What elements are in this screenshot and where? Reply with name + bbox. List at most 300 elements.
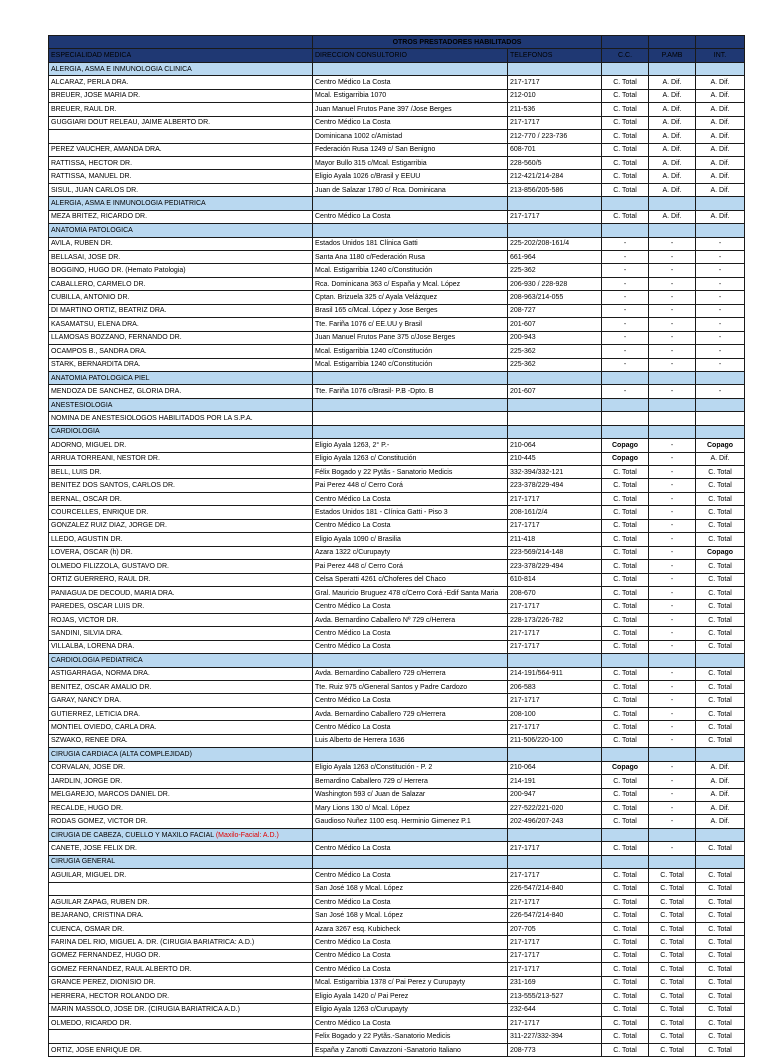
- cc-coverage-cell: C. Total: [602, 613, 649, 626]
- section-empty-cell: [649, 197, 696, 210]
- table-row: [49, 170, 745, 183]
- section-empty-cell: [649, 654, 696, 667]
- address-cell: Avda. Bernardino Caballero 729 c/Herrera: [313, 707, 508, 720]
- section-empty-cell: [649, 371, 696, 384]
- table-row: [49, 479, 745, 492]
- section-label-cell: [49, 748, 313, 761]
- section-empty-cell: [508, 425, 602, 438]
- phone-cell: 206-930 / 228-928: [508, 277, 602, 290]
- table-row: [49, 439, 745, 452]
- phone-cell: 201-607: [508, 385, 602, 398]
- table-row: [49, 466, 745, 479]
- int-coverage-cell: C. Total: [696, 667, 745, 680]
- address-cell: Gaudioso Nuñez 1100 esq. Herminio Gimenez P.1: [313, 815, 508, 828]
- header-phones: TELEFONOS: [508, 49, 602, 62]
- int-coverage-cell: C. Total: [696, 721, 745, 734]
- section-empty-cell: [696, 371, 745, 384]
- int-coverage-cell: C. Total: [696, 909, 745, 922]
- pamb-coverage-cell: -: [649, 586, 696, 599]
- phone-cell: [508, 412, 602, 425]
- provider-name-cell: PANIAGUA DE DECOUD, MARIA DRA.: [49, 586, 313, 599]
- provider-name-cell: LLEDO, AGUSTIN DR.: [49, 533, 313, 546]
- address-cell: Avda. Bernardino Caballero 729 c/Herrera: [313, 667, 508, 680]
- section-label-cell: [49, 224, 313, 237]
- cc-coverage-cell: -: [602, 237, 649, 250]
- section-empty-cell: [696, 828, 745, 841]
- table-row: [49, 237, 745, 250]
- provider-name-cell: AVILA, RUBEN DR.: [49, 237, 313, 250]
- address-cell: Mcal. Estigarribia 1240 c/Constitución: [313, 358, 508, 371]
- address-cell: Estados Unidos 181 - Clínica Gatti - Piso 3: [313, 506, 508, 519]
- section-empty-cell: [508, 62, 602, 75]
- section-empty-cell: [313, 197, 508, 210]
- int-coverage-cell: C. Total: [696, 990, 745, 1003]
- cc-coverage-cell: C. Total: [602, 1003, 649, 1016]
- cc-coverage-cell: C. Total: [602, 210, 649, 223]
- cc-coverage-cell: C. Total: [602, 183, 649, 196]
- cc-coverage-cell: C. Total: [602, 681, 649, 694]
- address-cell: Eligio Ayala 1420 c/ Pai Perez: [313, 990, 508, 1003]
- address-cell: Eligio Ayala 1090 c/ Brasilia: [313, 533, 508, 546]
- pamb-coverage-cell: -: [649, 775, 696, 788]
- section-label: ALERGIA, ASMA E INMUNOLOGIA PEDIATRICA: [51, 199, 206, 207]
- pamb-coverage-cell: -: [649, 842, 696, 855]
- pamb-coverage-cell: C. Total: [649, 896, 696, 909]
- pamb-coverage-cell: -: [649, 613, 696, 626]
- phone-cell: 217-1717: [508, 869, 602, 882]
- phone-cell: 213-555/213-527: [508, 990, 602, 1003]
- phone-cell: 212-421/214-284: [508, 170, 602, 183]
- address-cell: Centro Médico La Costa: [313, 519, 508, 532]
- provider-name-cell: RATTISSA, HECTOR DR.: [49, 156, 313, 169]
- cc-coverage-cell: C. Total: [602, 936, 649, 949]
- table-row: [49, 667, 745, 680]
- int-coverage-cell: C. Total: [696, 707, 745, 720]
- section-empty-cell: [313, 748, 508, 761]
- section-empty-cell: [696, 654, 745, 667]
- section-empty-cell: [696, 748, 745, 761]
- cc-coverage-cell: C. Total: [602, 76, 649, 89]
- address-cell: Mary Lions 130 c/ Mcal. López: [313, 801, 508, 814]
- section-empty-cell: [313, 654, 508, 667]
- table-title-pad-1: [602, 36, 649, 49]
- section-label-cell: [49, 398, 313, 411]
- header-specialty: ESPECIALIDAD MEDICA: [49, 49, 313, 62]
- address-cell: Centro Médico La Costa: [313, 116, 508, 129]
- phone-cell: 608-701: [508, 143, 602, 156]
- cc-coverage-cell: -: [602, 385, 649, 398]
- section-label: ANATOMIA PATOLOGICA: [51, 226, 133, 234]
- table-row: [49, 183, 745, 196]
- provider-name-cell: OLMEDO, RICARDO DR.: [49, 1016, 313, 1029]
- phone-cell: 332-394/332-121: [508, 466, 602, 479]
- table-row: [49, 734, 745, 747]
- provider-name-cell: CANETE, JOSE FELIX DR.: [49, 842, 313, 855]
- provider-name-cell: BERNAL, OSCAR DR.: [49, 492, 313, 505]
- phone-cell: 225-362: [508, 358, 602, 371]
- phone-cell: 610-814: [508, 573, 602, 586]
- address-cell: Eligio Ayala 1263, 2° P.-: [313, 439, 508, 452]
- pamb-coverage-cell: -: [649, 573, 696, 586]
- provider-name-cell: OCAMPOS B., SANDRA DRA.: [49, 345, 313, 358]
- provider-name-cell: BOGGINO, HUGO DR. (Hemato Patologia): [49, 264, 313, 277]
- pamb-coverage-cell: A. Dif.: [649, 183, 696, 196]
- table-row: [49, 89, 745, 102]
- int-coverage-cell: A. Dif.: [696, 116, 745, 129]
- address-cell: Estados Unidos 181 Clínica Gatti: [313, 237, 508, 250]
- int-coverage-cell: C. Total: [696, 519, 745, 532]
- table-row: [49, 452, 745, 465]
- provider-name-cell: CABALLERO, CARMELO DR.: [49, 277, 313, 290]
- cc-coverage-cell: C. Total: [602, 990, 649, 1003]
- section-empty-cell: [508, 197, 602, 210]
- table-row: [49, 156, 745, 169]
- cc-coverage-cell: C. Total: [602, 130, 649, 143]
- section-row: [49, 197, 745, 210]
- phone-cell: 231-169: [508, 976, 602, 989]
- pamb-coverage-cell: A. Dif.: [649, 143, 696, 156]
- cc-coverage-cell: -: [602, 264, 649, 277]
- int-coverage-cell: C. Total: [696, 1016, 745, 1029]
- address-cell: Centro Médico La Costa: [313, 896, 508, 909]
- address-cell: Azara 3267 esq. Kubicheck: [313, 922, 508, 935]
- provider-name-cell: MONTIEL OVIEDO, CARLA DRA.: [49, 721, 313, 734]
- pamb-coverage-cell: -: [649, 304, 696, 317]
- address-cell: Mcal. Estigarribia 1070: [313, 89, 508, 102]
- pamb-coverage-cell: A. Dif.: [649, 210, 696, 223]
- table-row: [49, 681, 745, 694]
- int-coverage-cell: C. Total: [696, 613, 745, 626]
- pamb-coverage-cell: C. Total: [649, 909, 696, 922]
- section-label: CIRUGIA CARDIACA (ALTA COMPLEJIDAD): [51, 750, 192, 758]
- table-row: [49, 573, 745, 586]
- pamb-coverage-cell: -: [649, 627, 696, 640]
- pamb-coverage-cell: C. Total: [649, 936, 696, 949]
- phone-cell: 217-1717: [508, 210, 602, 223]
- cc-coverage-cell: C. Total: [602, 116, 649, 129]
- provider-name-cell: VILLALBA, LORENA DRA.: [49, 640, 313, 653]
- int-coverage-cell: -: [696, 291, 745, 304]
- phone-cell: 211-536: [508, 103, 602, 116]
- phone-cell: 223-378/229-494: [508, 479, 602, 492]
- pamb-coverage-cell: -: [649, 492, 696, 505]
- phone-cell: 226-547/214-840: [508, 882, 602, 895]
- int-coverage-cell: -: [696, 358, 745, 371]
- int-coverage-cell: A. Dif.: [696, 801, 745, 814]
- provider-name-cell: MARIN MASSOLO, JOSE DR. (CIRUGIA BARIATRICA A.D.): [49, 1003, 313, 1016]
- address-cell: San José 168 y Mcal. López: [313, 882, 508, 895]
- provider-name-cell: HERRERA, HECTOR ROLANDO DR.: [49, 990, 313, 1003]
- address-cell: Dominicana 1002 c/Amistad: [313, 130, 508, 143]
- table-row: [49, 761, 745, 774]
- address-cell: Pai Perez 448 c/ Cerro Corá: [313, 560, 508, 573]
- cc-coverage-cell: C. Total: [602, 963, 649, 976]
- section-empty-cell: [602, 371, 649, 384]
- table-row: [49, 775, 745, 788]
- section-row: [49, 828, 745, 841]
- table-row: [49, 533, 745, 546]
- cc-coverage-cell: C. Total: [602, 842, 649, 855]
- cc-coverage-cell: C. Total: [602, 506, 649, 519]
- provider-name-cell: KASAMATSU, ELENA DRA.: [49, 318, 313, 331]
- cc-coverage-cell: -: [602, 251, 649, 264]
- table-row: [49, 130, 745, 143]
- section-empty-cell: [696, 398, 745, 411]
- pamb-coverage-cell: -: [649, 640, 696, 653]
- table-row: [49, 963, 745, 976]
- provider-name-cell: CORVALAN, JOSE DR.: [49, 761, 313, 774]
- phone-cell: 217-1717: [508, 600, 602, 613]
- address-cell: Mcal. Estigarribia 1240 c/Constitución: [313, 345, 508, 358]
- int-coverage-cell: A. Dif.: [696, 170, 745, 183]
- phone-cell: 212-770 / 223-736: [508, 130, 602, 143]
- phone-cell: 208-773: [508, 1043, 602, 1056]
- section-empty-cell: [696, 62, 745, 75]
- phone-cell: 208-670: [508, 586, 602, 599]
- address-cell: Juan Manuel Frutos Pane 397 /Jose Berges: [313, 103, 508, 116]
- pamb-coverage-cell: -: [649, 694, 696, 707]
- pamb-coverage-cell: A. Dif.: [649, 103, 696, 116]
- pamb-coverage-cell: [649, 412, 696, 425]
- table-row: [49, 116, 745, 129]
- cc-coverage-cell: C. Total: [602, 788, 649, 801]
- cc-coverage-cell: C. Total: [602, 560, 649, 573]
- table-row: [49, 949, 745, 962]
- phone-cell: 208-963/214-055: [508, 291, 602, 304]
- section-empty-cell: [508, 224, 602, 237]
- int-coverage-cell: -: [696, 345, 745, 358]
- phone-cell: 217-1717: [508, 721, 602, 734]
- provider-name-cell: ADORNO, MIGUEL DR.: [49, 439, 313, 452]
- section-empty-cell: [313, 224, 508, 237]
- int-coverage-cell: -: [696, 331, 745, 344]
- cc-coverage-cell: C. Total: [602, 815, 649, 828]
- section-empty-cell: [602, 748, 649, 761]
- section-empty-cell: [602, 62, 649, 75]
- table-row: [49, 922, 745, 935]
- address-cell: Centro Médico La Costa: [313, 627, 508, 640]
- phone-cell: 661-964: [508, 251, 602, 264]
- table-row: [49, 358, 745, 371]
- int-coverage-cell: C. Total: [696, 976, 745, 989]
- section-row: [49, 748, 745, 761]
- table-row: [49, 385, 745, 398]
- phone-cell: 228-173/226-782: [508, 613, 602, 626]
- address-cell: Centro Médico La Costa: [313, 949, 508, 962]
- address-cell: Rca. Dominicana 363 c/ España y Mcal. López: [313, 277, 508, 290]
- section-label: CIRUGIA GENERAL: [51, 858, 116, 866]
- provider-name-cell: BENITEZ DOS SANTOS, CARLOS DR.: [49, 479, 313, 492]
- phone-cell: 217-1717: [508, 640, 602, 653]
- int-coverage-cell: -: [696, 318, 745, 331]
- cc-coverage-cell: C. Total: [602, 882, 649, 895]
- table-row: [49, 801, 745, 814]
- section-empty-cell: [602, 425, 649, 438]
- table-row: [49, 506, 745, 519]
- phone-cell: 217-1717: [508, 896, 602, 909]
- int-coverage-cell: [696, 412, 745, 425]
- int-coverage-cell: A. Dif.: [696, 89, 745, 102]
- provider-name-cell: SANDINI, SILVIA DRA.: [49, 627, 313, 640]
- address-cell: Mayor Bullo 315 c/Mcal. Estigarribia: [313, 156, 508, 169]
- providers-table: [48, 35, 745, 1057]
- address-cell: Santa Ana 1180 c/Federación Rusa: [313, 251, 508, 264]
- table-row: [49, 331, 745, 344]
- table-row: [49, 1003, 745, 1016]
- provider-name-cell: ALCARAZ, PERLA DRA.: [49, 76, 313, 89]
- int-coverage-cell: A. Dif.: [696, 156, 745, 169]
- int-coverage-cell: A. Dif.: [696, 815, 745, 828]
- address-cell: Washington 593 c/ Juan de Salazar: [313, 788, 508, 801]
- cc-coverage-cell: C. Total: [602, 492, 649, 505]
- header-int: INT.: [696, 49, 745, 62]
- table-row: [49, 694, 745, 707]
- provider-name-cell: STARK, BERNARDITA DRA.: [49, 358, 313, 371]
- cc-coverage-cell: C. Total: [602, 103, 649, 116]
- int-coverage-cell: C. Total: [696, 936, 745, 949]
- phone-cell: 217-1717: [508, 949, 602, 962]
- cc-coverage-cell: C. Total: [602, 143, 649, 156]
- provider-name-cell: CUBILLA, ANTONIO DR.: [49, 291, 313, 304]
- pamb-coverage-cell: -: [649, 734, 696, 747]
- table-row: [49, 304, 745, 317]
- int-coverage-cell: C. Total: [696, 1003, 745, 1016]
- phone-cell: 225-202/208-161/4: [508, 237, 602, 250]
- section-empty-cell: [696, 855, 745, 868]
- pamb-coverage-cell: A. Dif.: [649, 89, 696, 102]
- cc-coverage-cell: C. Total: [602, 775, 649, 788]
- section-empty-cell: [508, 398, 602, 411]
- int-coverage-cell: -: [696, 385, 745, 398]
- int-coverage-cell: C. Total: [696, 681, 745, 694]
- table-row: [49, 882, 745, 895]
- cc-coverage-cell: C. Total: [602, 1030, 649, 1043]
- address-cell: Luis Alberto de Herrera 1636: [313, 734, 508, 747]
- provider-name-cell: RODAS GOMEZ, VICTOR DR.: [49, 815, 313, 828]
- int-coverage-cell: A. Dif.: [696, 76, 745, 89]
- cc-coverage-cell: C. Total: [602, 949, 649, 962]
- int-coverage-cell: C. Total: [696, 627, 745, 640]
- pamb-coverage-cell: -: [649, 721, 696, 734]
- phone-cell: 211-418: [508, 533, 602, 546]
- section-empty-cell: [313, 425, 508, 438]
- phone-cell: 217-1717: [508, 627, 602, 640]
- cc-coverage-cell: C. Total: [602, 869, 649, 882]
- cc-coverage-cell: -: [602, 318, 649, 331]
- cc-coverage-cell: Copago: [602, 452, 649, 465]
- provider-name-cell: BELL, LUIS DR.: [49, 466, 313, 479]
- cc-coverage-cell: C. Total: [602, 721, 649, 734]
- phone-cell: 217-1717: [508, 694, 602, 707]
- cc-coverage-cell: C. Total: [602, 909, 649, 922]
- pamb-coverage-cell: -: [649, 291, 696, 304]
- provider-name-cell: ASTIGARRAGA, NORMA DRA.: [49, 667, 313, 680]
- pamb-coverage-cell: C. Total: [649, 1043, 696, 1056]
- int-coverage-cell: -: [696, 264, 745, 277]
- phone-cell: 226-547/214-840: [508, 909, 602, 922]
- section-empty-cell: [508, 748, 602, 761]
- provider-name-cell: AGUILAR ZAPAG, RUBEN DR.: [49, 896, 313, 909]
- address-cell: San José 168 y Mcal. López: [313, 909, 508, 922]
- pamb-coverage-cell: -: [649, 479, 696, 492]
- section-empty-cell: [649, 398, 696, 411]
- phone-cell: 210-064: [508, 439, 602, 452]
- int-coverage-cell: A. Dif.: [696, 183, 745, 196]
- address-cell: Centro Médico La Costa: [313, 640, 508, 653]
- table-row: [49, 613, 745, 626]
- int-coverage-cell: C. Total: [696, 560, 745, 573]
- cc-coverage-cell: Copago: [602, 761, 649, 774]
- address-cell: Avda. Bernardino Caballero Nº 729 c/Herrera: [313, 613, 508, 626]
- cc-coverage-cell: C. Total: [602, 89, 649, 102]
- pamb-coverage-cell: -: [649, 466, 696, 479]
- section-label: ANATOMIA PATOLOGICA PIEL: [51, 374, 150, 382]
- table-row: [49, 896, 745, 909]
- phone-cell: 217-1717: [508, 492, 602, 505]
- table-row: [49, 76, 745, 89]
- int-coverage-cell: A. Dif.: [696, 761, 745, 774]
- address-cell: Centro Médico La Costa: [313, 600, 508, 613]
- pamb-coverage-cell: A. Dif.: [649, 116, 696, 129]
- pamb-coverage-cell: -: [649, 681, 696, 694]
- section-label-cell: [49, 654, 313, 667]
- phone-cell: 217-1717: [508, 963, 602, 976]
- table-row: [49, 1016, 745, 1029]
- table-row: [49, 600, 745, 613]
- cc-coverage-cell: C. Total: [602, 976, 649, 989]
- int-coverage-cell: Copago: [696, 439, 745, 452]
- section-empty-cell: [508, 855, 602, 868]
- address-cell: Bernardino Caballero 729 c/ Herrera: [313, 775, 508, 788]
- pamb-coverage-cell: C. Total: [649, 949, 696, 962]
- table-row: [49, 909, 745, 922]
- int-coverage-cell: A. Dif.: [696, 210, 745, 223]
- section-empty-cell: [508, 828, 602, 841]
- provider-name-cell: BENITEZ, OSCAR AMALIO DR.: [49, 681, 313, 694]
- provider-name-cell: [49, 130, 313, 143]
- column-header-row: [49, 49, 745, 62]
- address-cell: Gral. Mauricio Bruguez 478 c/Cerro Corá -Edif Santa Maria: [313, 586, 508, 599]
- phone-cell: 232-644: [508, 1003, 602, 1016]
- table-row: [49, 1030, 745, 1043]
- provider-name-cell: RECALDE, HUGO DR.: [49, 801, 313, 814]
- cc-coverage-cell: C. Total: [602, 573, 649, 586]
- int-coverage-cell: C. Total: [696, 734, 745, 747]
- address-cell: España y Zanotti Cavazzoni -Sanatorio Italiano: [313, 1043, 508, 1056]
- provider-name-cell: BELLASAI, JOSE DR.: [49, 251, 313, 264]
- address-cell: Centro Médico La Costa: [313, 963, 508, 976]
- address-cell: Centro Médico La Costa: [313, 694, 508, 707]
- pamb-coverage-cell: -: [649, 707, 696, 720]
- phone-cell: 217-1717: [508, 76, 602, 89]
- provider-name-cell: [49, 1030, 313, 1043]
- int-coverage-cell: C. Total: [696, 869, 745, 882]
- section-empty-cell: [649, 62, 696, 75]
- address-cell: Azara 1322 c/Curupayty: [313, 546, 508, 559]
- address-cell: Eligio Ayala 1026 c/Brasil y EEUU: [313, 170, 508, 183]
- section-row: [49, 398, 745, 411]
- header-address: DIRECCION CONSULTORIO: [313, 49, 508, 62]
- address-cell: Juan Manuel Frutos Pane 375 c/Jose Berges: [313, 331, 508, 344]
- section-label-cell: [49, 371, 313, 384]
- int-coverage-cell: C. Total: [696, 466, 745, 479]
- int-coverage-cell: -: [696, 237, 745, 250]
- table-row: [49, 345, 745, 358]
- cc-coverage-cell: -: [602, 291, 649, 304]
- int-coverage-cell: A. Dif.: [696, 143, 745, 156]
- pamb-coverage-cell: C. Total: [649, 963, 696, 976]
- int-coverage-cell: A. Dif.: [696, 788, 745, 801]
